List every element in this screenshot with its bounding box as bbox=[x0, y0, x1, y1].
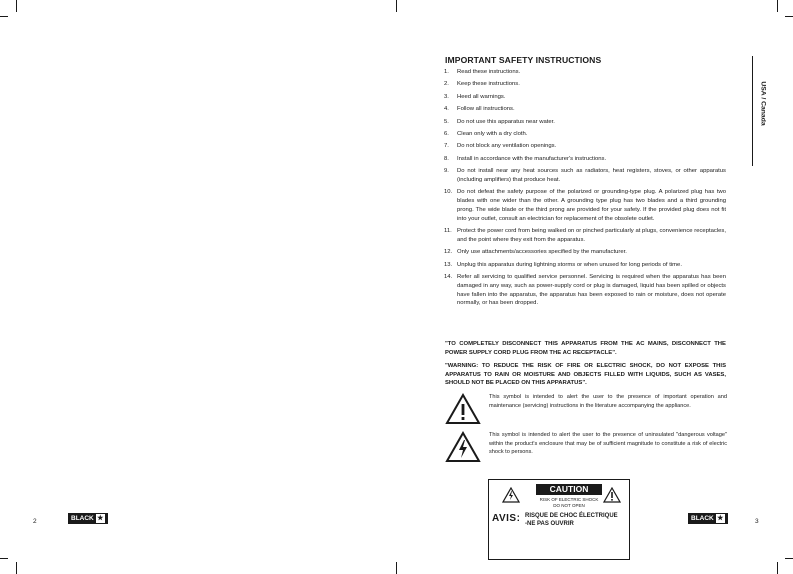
crop-mark bbox=[777, 562, 778, 574]
item-text: Do not block any ventilation openings. bbox=[457, 143, 557, 150]
item-text: Refer all servicing to qualified service personnel. Servicing is required when the apparatus has been damaged in any way, such as power-supply cord or plug is damaged, liquid has been spilled or objects have fallen into the apparatus, the apparatus has been exposed to rain or moisture, does not operate normally, or has been dropped. bbox=[457, 274, 726, 307]
list-item bbox=[444, 188, 726, 223]
item-text: Clean only with a dry cloth. bbox=[457, 130, 528, 137]
list-item bbox=[444, 68, 726, 77]
lightning-warning-icon bbox=[502, 487, 520, 503]
item-text: Keep these instructions. bbox=[457, 81, 520, 88]
list-item bbox=[444, 167, 726, 185]
star-icon: ★ bbox=[717, 515, 724, 522]
crop-mark bbox=[785, 558, 793, 559]
list-item bbox=[444, 80, 726, 89]
list-item bbox=[444, 130, 726, 139]
brand-name: BLACK bbox=[691, 515, 714, 522]
avis-label: AVIS: bbox=[492, 513, 521, 524]
item-text: Read these instructions. bbox=[457, 69, 521, 75]
item-text: Unplug this apparatus during lightning storms or when unused for long periods of time. bbox=[457, 261, 682, 268]
list-item bbox=[444, 248, 726, 257]
page-number-right: 3 bbox=[755, 518, 759, 525]
item-number: 13. bbox=[444, 261, 453, 268]
item-text: Do not use this apparatus near water. bbox=[457, 118, 555, 125]
item-number: 2. bbox=[444, 81, 449, 88]
page-number-left: 2 bbox=[33, 518, 37, 525]
item-number: 5. bbox=[444, 118, 449, 125]
list-item bbox=[444, 273, 726, 308]
item-text: Only use attachments/accessories specified by the manufacturer. bbox=[457, 249, 627, 256]
item-text: Protect the power cord from being walked on or pinched particularly at plugs, convenience receptacles, and the point where they exit from the apparatus. bbox=[457, 228, 726, 243]
item-number: 14. bbox=[444, 274, 453, 281]
item-text: Do not defeat the safety purpose of the polarized or grounding-type plug. A polarized plug has two blades with one wider than the other. A grounding type plug has two blades and a third grounding prong. The wide blade or the third prong are provided for your safety. If the provided plug does not fit into your outlet, consult an electrician for replacement of the obsolete outlet. bbox=[457, 189, 726, 222]
lightning-symbol-block bbox=[445, 431, 728, 465]
exclamation-symbol-text: This symbol is intended to alert the user to the presence of important operation and maintenance (servicing) instructions in the literature accompanying the appliance. bbox=[489, 394, 727, 409]
avis-text bbox=[525, 513, 618, 528]
crop-mark bbox=[396, 562, 397, 574]
item-number: 1. bbox=[444, 69, 449, 75]
brand-logo-right bbox=[688, 513, 728, 524]
item-text: Heed all warnings. bbox=[457, 93, 506, 100]
brand-name: BLACK bbox=[71, 515, 94, 522]
lightning-symbol-text: This symbol is intended to alert the user to the presence of uninsulated "dangerous voltage" within the product's enclosure that may be of sufficient magnitude to constitute a risk of electric shock to persons. bbox=[489, 432, 727, 456]
item-number: 7. bbox=[444, 143, 449, 150]
crop-mark bbox=[785, 16, 793, 17]
list-item bbox=[444, 93, 726, 102]
crop-mark bbox=[16, 562, 17, 574]
side-tab-rule bbox=[752, 56, 753, 166]
star-icon: ★ bbox=[97, 515, 104, 522]
avis-line-2: -NE PAS OUVRIR bbox=[525, 520, 574, 527]
caution-title: CAUTION bbox=[536, 484, 602, 495]
crop-mark bbox=[0, 558, 8, 559]
item-text: Do not install near any heat sources such as radiators, heat registers, stoves, or other apparatus (including amplifiers) that produce heat. bbox=[457, 168, 726, 183]
crop-mark bbox=[0, 16, 8, 17]
crop-mark bbox=[777, 0, 778, 12]
caution-line-1: RISK OF ELECTRIC SHOCK bbox=[539, 497, 599, 502]
item-number: 9. bbox=[444, 168, 449, 175]
item-number: 6. bbox=[444, 130, 449, 137]
item-text: Install in accordance with the manufacturer's instructions. bbox=[457, 155, 607, 162]
item-number: 12. bbox=[444, 249, 453, 256]
item-text: Follow all instructions. bbox=[457, 106, 515, 113]
crop-mark bbox=[16, 0, 17, 12]
list-item bbox=[444, 142, 726, 151]
list-item bbox=[444, 155, 726, 164]
item-number: 4. bbox=[444, 106, 449, 113]
crop-mark bbox=[396, 0, 397, 12]
disconnect-warning: "TO COMPLETELY DISCONNECT THIS APPARATUS FROM THE AC MAINS, DISCONNECT THE POWER SUPPLY CORD PLUG FROM THE AC RECEPTACLE". bbox=[445, 341, 726, 356]
item-number: 11. bbox=[444, 228, 452, 235]
list-item bbox=[444, 105, 726, 114]
lightning-warning-icon bbox=[445, 431, 481, 463]
list-item bbox=[444, 227, 726, 245]
brand-logo-left bbox=[68, 513, 108, 524]
list-item bbox=[444, 261, 726, 270]
warning-exclamation-icon bbox=[445, 393, 481, 425]
item-number: 10. bbox=[444, 189, 453, 196]
instructions-list bbox=[444, 68, 726, 312]
item-number: 8. bbox=[444, 155, 449, 162]
list-item bbox=[444, 118, 726, 127]
caution-line-2: DO NOT OPEN bbox=[553, 503, 585, 508]
side-tab-label: USA / Canada bbox=[759, 81, 767, 126]
avis-line-1: RISQUE DE CHOC ÉLECTRIQUE bbox=[525, 513, 618, 519]
exclamation-symbol-block bbox=[445, 393, 728, 427]
fire-warning: "WARNING: TO REDUCE THE RISK OF FIRE OR ELECTRIC SHOCK, DO NOT EXPOSE THIS APPARATUS TO RAIN OR MOISTURE AND OBJECTS FILLED WITH LIQUIDS, SUCH AS VASES, SHOULD NOT BE PLACED ON THIS APPARATUS". bbox=[445, 363, 726, 387]
item-number: 3. bbox=[444, 93, 449, 100]
section-heading: IMPORTANT SAFETY INSTRUCTIONS bbox=[445, 55, 602, 65]
